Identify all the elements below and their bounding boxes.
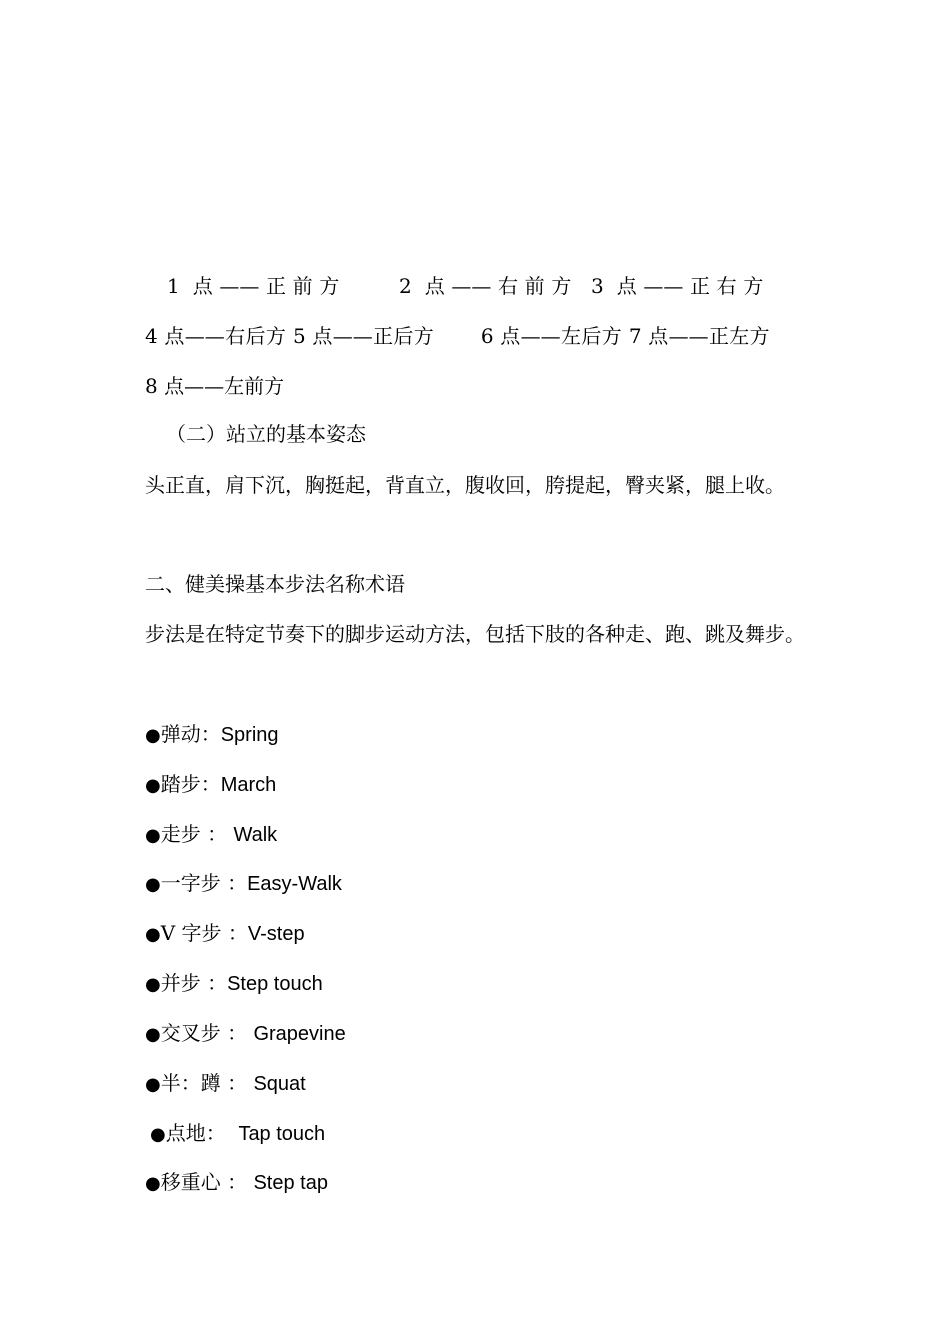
term-en: Step tap <box>253 1172 328 1194</box>
list-item <box>150 1119 815 1149</box>
term-en: Grapevine <box>253 1023 346 1045</box>
posture-body: 头正直，肩下沉，胸挺起，背直立，腹收回，胯提起，臀夹紧，腿上收。 <box>145 473 785 497</box>
steps-heading: 二、健美操基本步法名称术语 <box>145 572 405 596</box>
direction-item: 1 点——正前方 <box>167 274 346 298</box>
list-item <box>145 969 810 999</box>
list-item <box>145 1069 810 1099</box>
list-item <box>145 869 810 899</box>
term-cn: 踏步： <box>160 772 221 796</box>
posture-heading: （二）站立的基本姿态 <box>166 422 366 446</box>
direction-item: 7 点——正左方 <box>628 324 771 348</box>
term-cn: 交叉步 ： <box>160 1021 248 1045</box>
term-cn: 一字步 ： <box>160 871 248 895</box>
list-item <box>145 720 810 750</box>
term-cn: V 字步 ： <box>160 921 248 945</box>
term-en: Walk <box>233 824 278 846</box>
term-cn: 移重心 ： <box>160 1170 248 1194</box>
term-cn: 并步 ： <box>160 971 228 995</box>
list-item <box>145 1019 810 1049</box>
bullet-icon: ● <box>145 1024 161 1045</box>
bullet-icon: ● <box>145 974 161 995</box>
term-en: Step touch <box>227 973 323 995</box>
steps-body: 步法是在特定节奏下的脚步运动方法，包括下肢的各种走、跑、跳及舞步。 <box>145 622 805 646</box>
bullet-icon: ● <box>145 874 161 895</box>
term-cn: 半：蹲 ： <box>160 1071 248 1095</box>
term-cn: 走步 ： <box>160 822 228 846</box>
term-en: Tap touch <box>238 1123 326 1145</box>
bullet-icon: ● <box>145 825 161 846</box>
bullet-icon: ● <box>145 725 161 746</box>
term-en: V-step <box>247 923 305 945</box>
term-cn: 点地： <box>165 1121 226 1145</box>
term-en: Squat <box>253 1073 306 1095</box>
list-item <box>145 770 810 800</box>
direction-item: 4 点——右后方 <box>145 324 287 348</box>
list-item <box>145 919 810 949</box>
direction-item: 8 点——左前方 <box>145 374 285 398</box>
bullet-icon: ● <box>145 924 161 945</box>
bullet-icon: ● <box>145 1173 161 1194</box>
bullet-icon: ● <box>150 1124 166 1145</box>
term-en: Spring <box>220 724 279 746</box>
list-item <box>145 1168 810 1198</box>
list-item <box>145 820 810 850</box>
direction-item: 5 点——正后方 <box>292 324 435 348</box>
direction-item: 6 点——左后方 <box>480 324 623 348</box>
bullet-icon: ● <box>145 775 161 796</box>
term-en: March <box>220 774 277 796</box>
direction-points <box>145 261 810 411</box>
bullet-icon: ● <box>145 1074 161 1095</box>
direction-item: 2 点——右前方 <box>399 274 578 298</box>
term-en: Easy-Walk <box>247 873 342 895</box>
direction-item: 3 点——正右方 <box>591 274 770 298</box>
term-cn: 弹动： <box>160 722 221 746</box>
